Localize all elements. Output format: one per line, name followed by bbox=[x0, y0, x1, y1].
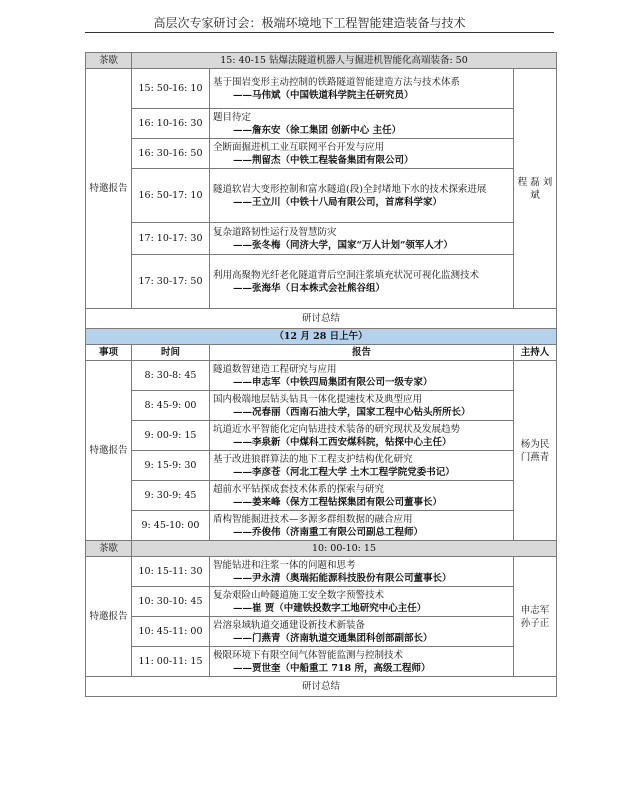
page-title: 高层次专家研讨会：极端环境地下工程智能建造装备与技术 bbox=[153, 16, 466, 30]
column-header-time: 时间 bbox=[132, 345, 210, 361]
time-cell: 9: 30-9: 45 bbox=[132, 481, 210, 511]
time-cell: 10: 45-11: 00 bbox=[132, 617, 210, 647]
tea-break-row bbox=[86, 541, 557, 557]
report-speaker: ——门燕青（济南轨道交通集团科创部副部长） bbox=[233, 632, 433, 644]
table-row bbox=[86, 255, 557, 309]
report-cell bbox=[210, 361, 514, 391]
report-title: 超前水平钻探成套技术体系的探索与研究 bbox=[213, 483, 385, 495]
report-cell bbox=[210, 481, 514, 511]
report-cell bbox=[210, 557, 514, 587]
report-title: 利用高聚物光纤老化隧道背后空洞注浆填充状况可视化监测技术 bbox=[213, 269, 480, 281]
time-cell: 16: 10-16: 30 bbox=[132, 109, 210, 139]
report-speaker: ——崔 贾（中建铁投数字工地研究中心主任） bbox=[233, 602, 427, 614]
category-cell: 特邀报告 bbox=[86, 361, 132, 541]
report-title: 坑道近水平智能化定向钻进技术装备的研究现状及发展趋势 bbox=[213, 423, 461, 435]
column-header-category: 事项 bbox=[86, 345, 132, 361]
table-row bbox=[86, 587, 557, 617]
time-cell: 17: 30-17: 50 bbox=[132, 255, 210, 309]
report-speaker: ——尹永清（奥瑞拓能源科技股份有限公司董事长） bbox=[233, 572, 452, 584]
table-row bbox=[86, 139, 557, 169]
report-title: 复杂艰险山岭隧道施工安全数字预警技术 bbox=[213, 589, 385, 601]
table-row bbox=[86, 223, 557, 255]
category-cell: 特邀报告 bbox=[86, 557, 132, 677]
report-title: 盾构智能掘进技术—多源多群组数据的融合应用 bbox=[213, 513, 413, 525]
report-title: 题目待定 bbox=[213, 111, 252, 123]
report-cell bbox=[210, 391, 514, 421]
table-row bbox=[86, 647, 557, 677]
report-title: 隧道软岩大变形控制和富水隧道(段)全封堵地下水的技术探索进展 bbox=[213, 183, 487, 195]
tea-break-row bbox=[86, 53, 557, 69]
table-row bbox=[86, 361, 557, 391]
table-row bbox=[86, 511, 557, 541]
report-cell bbox=[210, 451, 514, 481]
report-title: 基于改进狼群算法的地下工程支护结构优化研究 bbox=[213, 453, 413, 465]
report-cell bbox=[210, 69, 514, 109]
host-cell: 申志军 孙子正 bbox=[514, 557, 557, 677]
break-label: 茶歇 bbox=[86, 541, 132, 557]
report-cell bbox=[210, 421, 514, 451]
table-row bbox=[86, 421, 557, 451]
column-header-host: 主持人 bbox=[514, 345, 557, 361]
report-title: 基于围岩变形主动控制的铁路隧道智能建造方法与技术体系 bbox=[213, 76, 461, 88]
summary-label: 研讨总结 bbox=[86, 677, 557, 697]
report-cell bbox=[210, 169, 514, 223]
summary-label: 研讨总结 bbox=[86, 309, 557, 329]
time-cell: 16: 50-17: 10 bbox=[132, 169, 210, 223]
report-speaker: ——乔俊伟（济南重工有限公司副总工程师） bbox=[233, 526, 424, 538]
time-cell: 8: 30-8: 45 bbox=[132, 361, 210, 391]
report-cell bbox=[210, 139, 514, 169]
host-cell: 程 磊 刘 斌 bbox=[514, 69, 557, 309]
report-speaker: ——马伟斌（中国铁道科学院主任研究员） bbox=[233, 89, 414, 101]
time-cell: 9: 00-9: 15 bbox=[132, 421, 210, 451]
report-title: 极限环境下有限空间气体智能监测与控制技术 bbox=[213, 649, 404, 661]
report-speaker: ——张海华（日本株式会社熊谷组） bbox=[233, 282, 386, 294]
report-speaker: ——姜来峰（保方工程钻探集团有限公司董事长） bbox=[233, 496, 443, 508]
time-cell: 11: 00-11: 15 bbox=[132, 647, 210, 677]
report-speaker: ——李泉新（中煤科工西安煤科院，钻探中心主任） bbox=[233, 436, 452, 448]
report-title: 全断面掘进机工业互联网平台开发与应用 bbox=[213, 141, 385, 153]
table-row bbox=[86, 451, 557, 481]
column-header-row bbox=[86, 345, 557, 361]
time-cell: 17: 10-17: 30 bbox=[132, 223, 210, 255]
report-cell bbox=[210, 617, 514, 647]
time-cell: 15: 50-16: 10 bbox=[132, 69, 210, 109]
day-header: （12 月 28 日上午） bbox=[86, 329, 557, 345]
host-cell: 杨为民 门燕青 bbox=[514, 361, 557, 541]
break-label: 茶歇 bbox=[86, 53, 132, 69]
time-cell: 16: 30-16: 50 bbox=[132, 139, 210, 169]
break-session-title: 15: 40-15 钻爆法隧道机器人与掘进机智能化高端装备: 50 bbox=[132, 53, 557, 69]
report-speaker: ——詹东安（徐工集团 创新中心 主任） bbox=[233, 124, 402, 136]
report-title: 复杂道路韧性运行及智慧防灾 bbox=[213, 226, 337, 238]
report-title: 隧道数智建造工程研究与应用 bbox=[213, 363, 337, 375]
table-row bbox=[86, 391, 557, 421]
table-row bbox=[86, 169, 557, 223]
column-header-report: 报告 bbox=[210, 345, 514, 361]
break-time: 10: 00-10: 15 bbox=[132, 541, 557, 557]
report-cell bbox=[210, 255, 514, 309]
time-cell: 8: 45-9: 00 bbox=[132, 391, 210, 421]
table-row bbox=[86, 481, 557, 511]
report-speaker: ——申志军（中铁四局集团有限公司一级专家） bbox=[233, 376, 433, 388]
table-row bbox=[86, 109, 557, 139]
report-speaker: ——李彦苍（河北工程大学 土木工程学院党委书记） bbox=[233, 466, 455, 478]
table-row bbox=[86, 69, 557, 109]
report-speaker: ——张冬梅（同济大学，国家“万人计划”领军人才） bbox=[233, 239, 453, 251]
report-speaker: ——荆留杰（中铁工程装备集团有限公司） bbox=[233, 154, 414, 166]
day-header-row bbox=[86, 329, 557, 345]
report-cell bbox=[210, 587, 514, 617]
report-title: 智能钻进和注浆一体的问题和思考 bbox=[213, 559, 356, 571]
time-cell: 9: 45-10: 00 bbox=[132, 511, 210, 541]
schedule-table bbox=[85, 52, 557, 697]
time-cell: 9: 15-9: 30 bbox=[132, 451, 210, 481]
report-cell bbox=[210, 511, 514, 541]
summary-row bbox=[86, 677, 557, 697]
summary-row bbox=[86, 309, 557, 329]
category-cell: 特邀报告 bbox=[86, 69, 132, 309]
header-divider bbox=[85, 32, 554, 33]
report-speaker: ——况春丽（西南石油大学，国家工程中心钻头所所长） bbox=[233, 406, 471, 418]
report-title: 国内极端地层钻头钻具一体化提速技术及典型应用 bbox=[213, 393, 423, 405]
report-title: 岩溶泉域轨道交通建设新技术新装备 bbox=[213, 619, 366, 631]
report-speaker: ——贾世奎（中船重工 718 所，高级工程师） bbox=[233, 662, 431, 674]
time-cell: 10: 15-11: 30 bbox=[132, 557, 210, 587]
table-row bbox=[86, 557, 557, 587]
report-cell bbox=[210, 109, 514, 139]
report-speaker: ——王立川（中铁十八局有限公司，首席科学家） bbox=[233, 196, 443, 208]
table-row bbox=[86, 617, 557, 647]
report-cell bbox=[210, 647, 514, 677]
report-cell bbox=[210, 223, 514, 255]
time-cell: 10: 30-10: 45 bbox=[132, 587, 210, 617]
